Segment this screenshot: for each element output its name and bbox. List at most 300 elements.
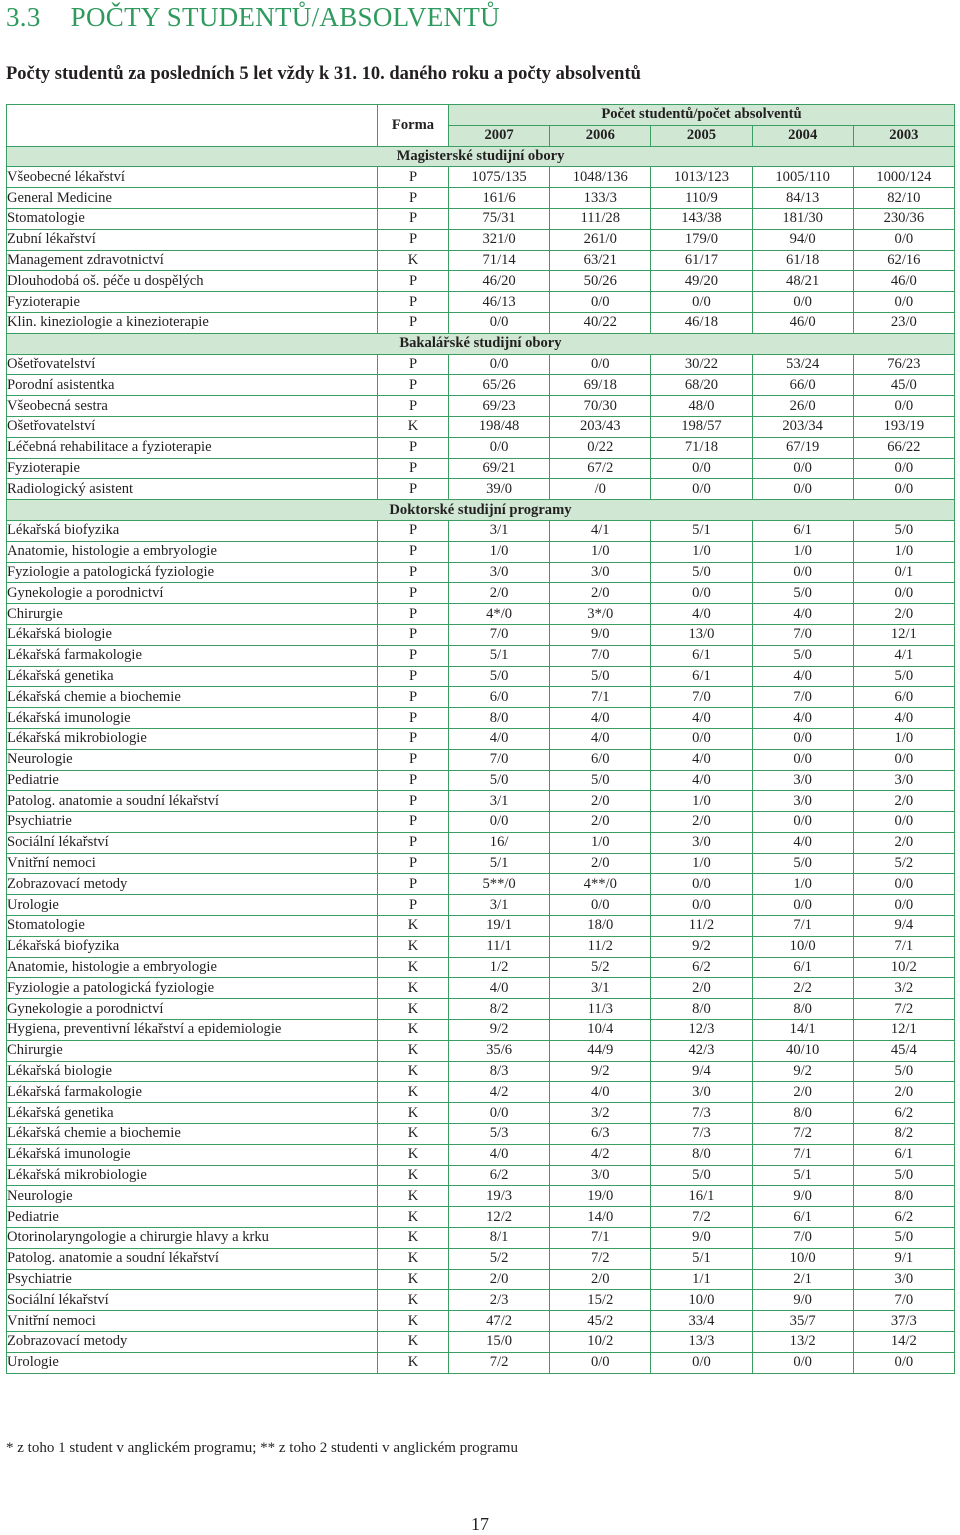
count-cell-2003: 1000/124 [853,167,954,188]
table-row [7,1103,955,1124]
count-cell-2007: 46/13 [449,292,550,313]
program-name-cell: Fyziologie a patologická fyziologie [7,562,378,583]
program-name-cell: Otorinolaryngologie a chirurgie hlavy a krku [7,1228,378,1249]
count-cell-2005: 13/3 [651,1332,752,1353]
count-cell-2007: 47/2 [449,1311,550,1332]
count-cell-2006: 67/2 [550,458,651,479]
count-cell-2005: 4/0 [651,604,752,625]
table-row [7,583,955,604]
program-name-cell: Patolog. anatomie a soudní lékařství [7,791,378,812]
count-cell-2006: 15/2 [550,1290,651,1311]
count-cell-2005: 71/18 [651,437,752,458]
count-cell-2007: 0/0 [449,312,550,333]
count-cell-2006: 7/2 [550,1248,651,1269]
count-cell-2007: 4/2 [449,1082,550,1103]
count-cell-2005: 7/2 [651,1207,752,1228]
count-cell-2007: 75/31 [449,208,550,229]
program-name-cell: Klin. kineziologie a kinezioterapie [7,312,378,333]
count-cell-2004: 10/0 [752,936,853,957]
count-cell-2007: 8/1 [449,1228,550,1249]
count-cell-2006: 3/0 [550,562,651,583]
count-cell-2005: 12/3 [651,1020,752,1041]
program-name-cell: Lékařská chemie a biochemie [7,1124,378,1145]
program-name-cell: Pediatrie [7,770,378,791]
program-name-cell: Lékařská genetika [7,1103,378,1124]
students-graduates-table [6,104,955,1374]
table-row [7,1248,955,1269]
count-cell-2004: 5/0 [752,583,853,604]
count-cell-2006: 2/0 [550,1269,651,1290]
count-cell-2006: 3/2 [550,1103,651,1124]
program-name-cell: Fyziologie a patologická fyziologie [7,978,378,999]
count-cell-2007: 2/3 [449,1290,550,1311]
program-name-cell: Lékařská imunologie [7,1144,378,1165]
count-cell-2004: 8/0 [752,1103,853,1124]
count-cell-2005: 0/0 [651,874,752,895]
count-cell-2004: 1/0 [752,874,853,895]
count-cell-2006: 3/0 [550,1165,651,1186]
count-cell-2005: 8/0 [651,999,752,1020]
count-cell-2007: 1/2 [449,957,550,978]
forma-cell: P [378,749,449,770]
section-number: 3.3 [6,2,41,32]
table-row [7,1311,955,1332]
program-name-cell: Lékařská farmakologie [7,1082,378,1103]
count-cell-2005: 6/1 [651,666,752,687]
count-cell-2003: 3/2 [853,978,954,999]
count-cell-2006: 11/3 [550,999,651,1020]
forma-cell: K [378,1082,449,1103]
count-cell-2003: 82/10 [853,188,954,209]
table-row [7,1207,955,1228]
forma-cell: P [378,645,449,666]
forma-cell: P [378,832,449,853]
program-name-cell: Patolog. anatomie a soudní lékařství [7,1248,378,1269]
program-name-cell: Lékařská biofyzika [7,520,378,541]
count-cell-2006: /0 [550,479,651,500]
table-row [7,229,955,250]
count-cell-2003: 193/19 [853,416,954,437]
count-cell-2005: 0/0 [651,895,752,916]
table-row [7,1332,955,1353]
count-cell-2003: 23/0 [853,312,954,333]
table-row [7,916,955,937]
table-row [7,188,955,209]
table-row [7,1040,955,1061]
forma-cell: P [378,271,449,292]
count-cell-2007: 0/0 [449,1103,550,1124]
count-cell-2007: 5/1 [449,853,550,874]
table-row [7,1228,955,1249]
count-cell-2005: 3/0 [651,832,752,853]
count-cell-2007: 6/0 [449,687,550,708]
program-name-cell: Zubní lékařství [7,229,378,250]
count-cell-2003: 0/0 [853,229,954,250]
table-row [7,1186,955,1207]
table-row [7,271,955,292]
count-cell-2005: 9/2 [651,936,752,957]
forma-cell: P [378,687,449,708]
count-cell-2004: 1/0 [752,541,853,562]
count-cell-2004: 0/0 [752,749,853,770]
program-name-cell: Vnitřní nemoci [7,1311,378,1332]
count-cell-2007: 19/3 [449,1186,550,1207]
count-cell-2007: 5/2 [449,1248,550,1269]
count-cell-2003: 0/0 [853,874,954,895]
count-cell-2003: 5/0 [853,1228,954,1249]
header-blank-cell [7,105,378,147]
count-cell-2006: 2/0 [550,583,651,604]
count-cell-2003: 8/2 [853,1124,954,1145]
table-row [7,708,955,729]
table-row [7,853,955,874]
count-cell-2004: 66/0 [752,375,853,396]
page-number: 17 [471,1514,489,1534]
count-cell-2005: 6/1 [651,645,752,666]
program-name-cell: Chirurgie [7,604,378,625]
count-cell-2006: 14/0 [550,1207,651,1228]
forma-cell: K [378,936,449,957]
count-cell-2005: 13/0 [651,624,752,645]
count-cell-2007: 35/6 [449,1040,550,1061]
count-cell-2004: 181/30 [752,208,853,229]
count-cell-2003: 5/0 [853,1165,954,1186]
forma-cell: K [378,1269,449,1290]
count-cell-2004: 4/0 [752,832,853,853]
count-cell-2004: 5/1 [752,1165,853,1186]
count-cell-2007: 11/1 [449,936,550,957]
program-name-cell: Vnitřní nemoci [7,853,378,874]
program-name-cell: Zobrazovací metody [7,874,378,895]
count-cell-2005: 0/0 [651,458,752,479]
count-cell-2004: 0/0 [752,458,853,479]
table-row [7,728,955,749]
count-cell-2004: 6/1 [752,520,853,541]
count-cell-2005: 5/1 [651,520,752,541]
count-cell-2005: 48/0 [651,396,752,417]
count-cell-2004: 0/0 [752,1352,853,1373]
count-cell-2003: 7/1 [853,936,954,957]
count-cell-2003: 7/2 [853,999,954,1020]
count-cell-2004: 2/0 [752,1082,853,1103]
count-cell-2003: 6/0 [853,687,954,708]
count-cell-2004: 3/0 [752,770,853,791]
count-cell-2004: 203/34 [752,416,853,437]
forma-cell: K [378,1248,449,1269]
forma-cell: P [378,895,449,916]
count-cell-2003: 0/0 [853,1352,954,1373]
count-cell-2006: 3/1 [550,978,651,999]
count-cell-2005: 2/0 [651,978,752,999]
forma-cell: K [378,416,449,437]
count-cell-2005: 11/2 [651,916,752,937]
group-row-doktorske [7,500,955,521]
count-cell-2003: 2/0 [853,604,954,625]
count-cell-2005: 1/1 [651,1269,752,1290]
count-cell-2004: 9/0 [752,1290,853,1311]
count-cell-2005: 49/20 [651,271,752,292]
program-name-cell: Lékařská biologie [7,1061,378,1082]
count-cell-2005: 5/0 [651,1165,752,1186]
table-row [7,1165,955,1186]
count-cell-2006: 45/2 [550,1311,651,1332]
count-cell-2006: 7/1 [550,687,651,708]
group-title: Doktorské studijní programy [7,500,955,521]
forma-cell: P [378,167,449,188]
count-cell-2006: 0/0 [550,1352,651,1373]
count-cell-2005: 0/0 [651,292,752,313]
count-cell-2004: 67/19 [752,437,853,458]
program-name-cell: Všeobecná sestra [7,396,378,417]
count-cell-2003: 9/4 [853,916,954,937]
count-cell-2006: 203/43 [550,416,651,437]
count-cell-2006: 4/0 [550,728,651,749]
program-name-cell: Ošetřovatelství [7,354,378,375]
forma-cell: P [378,208,449,229]
count-cell-2005: 9/4 [651,1061,752,1082]
forma-cell: K [378,1020,449,1041]
count-cell-2003: 0/1 [853,562,954,583]
count-cell-2006: 44/9 [550,1040,651,1061]
count-cell-2006: 0/0 [550,895,651,916]
program-name-cell: Psychiatrie [7,812,378,833]
count-cell-2006: 1048/136 [550,167,651,188]
footnote: * z toho 1 student v anglickém programu; ** z toho 2 studenti v anglickém programu [6,1440,518,1456]
count-cell-2004: 0/0 [752,895,853,916]
count-cell-2004: 0/0 [752,562,853,583]
table-row [7,687,955,708]
table-row [7,479,955,500]
forma-cell: K [378,1186,449,1207]
forma-cell: P [378,479,449,500]
table-row [7,250,955,271]
count-span-header: Počet studentů/počet absolventů [449,105,955,126]
table-row [7,1124,955,1145]
count-cell-2006: 70/30 [550,396,651,417]
count-cell-2006: 2/0 [550,853,651,874]
count-cell-2004: 4/0 [752,666,853,687]
count-cell-2007: 198/48 [449,416,550,437]
count-cell-2007: 6/2 [449,1165,550,1186]
table-row [7,999,955,1020]
count-cell-2005: 5/1 [651,1248,752,1269]
year-header-2003: 2003 [853,125,954,146]
group-row-magisterske [7,146,955,167]
count-cell-2005: 7/3 [651,1124,752,1145]
count-cell-2006: 4/0 [550,708,651,729]
count-cell-2006: 7/0 [550,645,651,666]
program-name-cell: Sociální lékařství [7,832,378,853]
count-cell-2004: 0/0 [752,292,853,313]
count-cell-2007: 7/0 [449,624,550,645]
count-cell-2005: 61/17 [651,250,752,271]
count-cell-2003: 0/0 [853,458,954,479]
program-name-cell: Anatomie, histologie a embryologie [7,541,378,562]
program-name-cell: Neurologie [7,749,378,770]
program-name-cell: Lékařská genetika [7,666,378,687]
count-cell-2005: 7/3 [651,1103,752,1124]
table-body [7,146,955,1373]
forma-cell: K [378,1040,449,1061]
count-cell-2006: 5/2 [550,957,651,978]
count-cell-2003: 9/1 [853,1248,954,1269]
group-title: Magisterské studijní obory [7,146,955,167]
table-row [7,812,955,833]
program-name-cell: Management zdravotnictví [7,250,378,271]
count-cell-2003: 5/0 [853,1061,954,1082]
program-name-cell: Pediatrie [7,1207,378,1228]
table-row [7,1269,955,1290]
count-cell-2004: 14/1 [752,1020,853,1041]
count-cell-2004: 6/1 [752,1207,853,1228]
forma-cell: P [378,770,449,791]
forma-cell: P [378,604,449,625]
table-row [7,874,955,895]
count-cell-2005: 143/38 [651,208,752,229]
count-cell-2006: 7/1 [550,1228,651,1249]
program-name-cell: Léčebná rehabilitace a fyzioterapie [7,437,378,458]
count-cell-2007: 0/0 [449,437,550,458]
count-cell-2003: 10/2 [853,957,954,978]
count-cell-2003: 66/22 [853,437,954,458]
count-cell-2003: 45/4 [853,1040,954,1061]
count-cell-2007: 4/0 [449,1144,550,1165]
count-cell-2003: 0/0 [853,749,954,770]
count-cell-2003: 3/0 [853,770,954,791]
table-row [7,791,955,812]
count-cell-2004: 7/2 [752,1124,853,1145]
count-cell-2005: 8/0 [651,1144,752,1165]
count-cell-2006: 133/3 [550,188,651,209]
forma-cell: P [378,437,449,458]
count-cell-2007: 5/0 [449,666,550,687]
count-cell-2004: 4/0 [752,604,853,625]
count-cell-2007: 7/0 [449,749,550,770]
forma-cell: P [378,520,449,541]
count-cell-2006: 9/2 [550,1061,651,1082]
forma-cell: P [378,396,449,417]
year-header-2006: 2006 [550,125,651,146]
count-cell-2003: 2/0 [853,791,954,812]
count-cell-2003: 0/0 [853,479,954,500]
table-row [7,520,955,541]
table-row [7,1061,955,1082]
forma-cell: K [378,999,449,1020]
table-row [7,396,955,417]
count-cell-2006: 3*/0 [550,604,651,625]
table-row [7,957,955,978]
count-cell-2003: 1/0 [853,728,954,749]
count-cell-2005: 0/0 [651,479,752,500]
count-cell-2004: 6/1 [752,957,853,978]
count-cell-2006: 2/0 [550,791,651,812]
forma-cell: K [378,1228,449,1249]
program-name-cell: Lékařská imunologie [7,708,378,729]
table-row [7,832,955,853]
forma-cell: P [378,728,449,749]
count-cell-2006: 10/4 [550,1020,651,1041]
count-cell-2007: 2/0 [449,1269,550,1290]
count-cell-2006: 6/0 [550,749,651,770]
count-cell-2007: 19/1 [449,916,550,937]
count-cell-2007: 71/14 [449,250,550,271]
count-cell-2006: 4/1 [550,520,651,541]
count-cell-2006: 19/0 [550,1186,651,1207]
program-name-cell: Lékařská biologie [7,624,378,645]
count-cell-2005: 1/0 [651,541,752,562]
program-name-cell: General Medicine [7,188,378,209]
forma-cell: P [378,666,449,687]
count-cell-2004: 40/10 [752,1040,853,1061]
table-row [7,1020,955,1041]
count-cell-2003: 0/0 [853,292,954,313]
count-cell-2003: 45/0 [853,375,954,396]
count-cell-2005: 68/20 [651,375,752,396]
count-cell-2003: 12/1 [853,1020,954,1041]
forma-cell: P [378,458,449,479]
forma-cell: P [378,624,449,645]
count-cell-2007: 1/0 [449,541,550,562]
table-row [7,562,955,583]
count-cell-2007: 69/21 [449,458,550,479]
count-cell-2003: 4/0 [853,708,954,729]
table-row [7,416,955,437]
table-row [7,936,955,957]
table-row [7,437,955,458]
count-cell-2003: 5/2 [853,853,954,874]
program-name-cell: Lékařská mikrobiologie [7,728,378,749]
table-row [7,541,955,562]
count-cell-2007: 9/2 [449,1020,550,1041]
count-cell-2005: 42/3 [651,1040,752,1061]
count-cell-2004: 4/0 [752,708,853,729]
count-cell-2007: 161/6 [449,188,550,209]
count-cell-2004: 10/0 [752,1248,853,1269]
count-cell-2005: 0/0 [651,1352,752,1373]
count-cell-2006: 0/22 [550,437,651,458]
count-cell-2004: 9/0 [752,1186,853,1207]
count-cell-2006: 50/26 [550,271,651,292]
forma-cell: K [378,957,449,978]
forma-cell: P [378,791,449,812]
count-cell-2004: 94/0 [752,229,853,250]
count-cell-2006: 6/3 [550,1124,651,1145]
count-cell-2007: 46/20 [449,271,550,292]
count-cell-2007: 5**/0 [449,874,550,895]
count-cell-2007: 8/0 [449,708,550,729]
program-name-cell: Porodní asistentka [7,375,378,396]
count-cell-2007: 8/3 [449,1061,550,1082]
forma-cell: K [378,1352,449,1373]
count-cell-2007: 3/1 [449,791,550,812]
count-cell-2005: 9/0 [651,1228,752,1249]
count-cell-2004: 7/1 [752,916,853,937]
forma-cell: K [378,1061,449,1082]
count-cell-2007: 65/26 [449,375,550,396]
count-cell-2004: 0/0 [752,479,853,500]
program-name-cell: Lékařská mikrobiologie [7,1165,378,1186]
count-cell-2007: 15/0 [449,1332,550,1353]
count-cell-2006: 111/28 [550,208,651,229]
count-cell-2007: 5/0 [449,770,550,791]
forma-cell: K [378,1124,449,1145]
count-cell-2005: 7/0 [651,687,752,708]
count-cell-2003: 4/1 [853,645,954,666]
program-name-cell: Gynekologie a porodnictví [7,999,378,1020]
count-cell-2005: 1/0 [651,791,752,812]
forma-cell: P [378,708,449,729]
table-row [7,604,955,625]
